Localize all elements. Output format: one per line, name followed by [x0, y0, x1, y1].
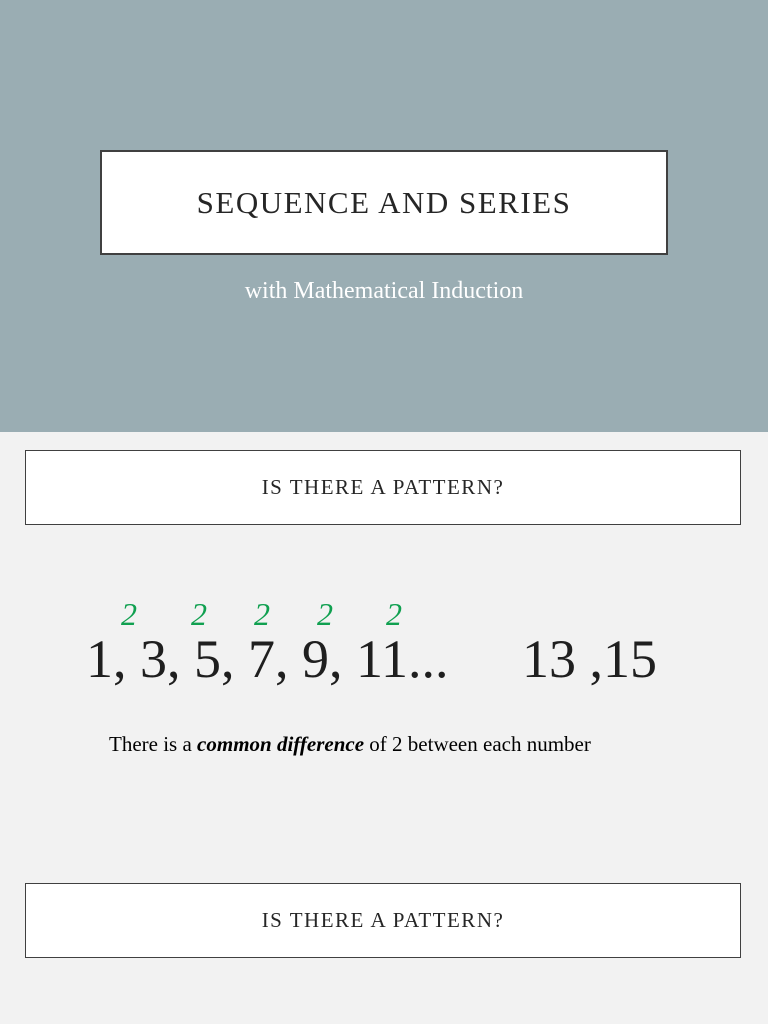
difference-label: 2	[317, 596, 333, 632]
pattern-heading-box-2	[25, 883, 741, 958]
pattern-heading: IS THERE A PATTERN?	[261, 475, 505, 499]
title-box	[100, 150, 668, 255]
statement-prefix: There is a	[109, 732, 198, 756]
pattern-heading-box	[25, 450, 741, 525]
slide-title: SEQUENCE AND SERIES	[196, 184, 572, 220]
sequence-continuation: 13 ,15	[522, 629, 657, 689]
difference-label: 2	[121, 596, 137, 632]
difference-label: 2	[254, 596, 270, 632]
common-difference-statement	[109, 732, 591, 757]
pattern-heading-2: IS THERE A PATTERN?	[261, 908, 505, 932]
sequence-terms: 1, 3, 5, 7, 9, 11...	[86, 629, 449, 689]
title-slide	[0, 0, 768, 432]
statement-suffix: of 2 between each number	[364, 732, 591, 756]
difference-label: 2	[386, 596, 402, 632]
difference-label: 2	[191, 596, 207, 632]
slide-subtitle: with Mathematical Induction	[244, 278, 524, 304]
statement-emphasis: common difference	[197, 732, 365, 756]
